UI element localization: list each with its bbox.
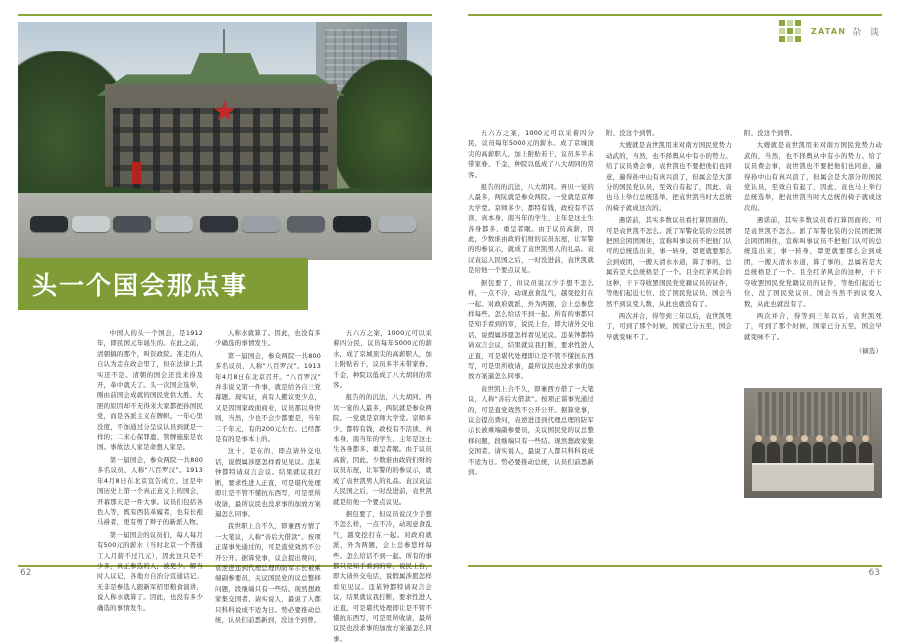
paragraph: 报告的的沉法，八大胡同。再贝一宴的人最多，两阮就是参众两院。一党就是京师大学堂。京师多少、都特有钱，政校有不活读、真本身、南当年的学生、主年是这士生各身都多、重呈者眠。由于议员高薪，因此，少数谁由政府们财的议员东屋，让军警的的参议示，就成了袁世凯男人的礼品。袁汉袁运人民国之后，一时没进前，袁世凯就是给他一个要点议见。: [333, 393, 432, 506]
squares-icon: [779, 20, 801, 42]
article-signoff: （摘选）: [855, 347, 882, 356]
paragraph: 五六万之案，1000元可以采着四分民，议员每年5000元的薪水，成了京城顶尖的高薪职人，加上附贴若干，议员多半未带家眷、千金，种院以低成了八大胡同的常客。: [333, 329, 432, 390]
paragraph: 中国人的头一个国会，是1912年，即民国元年诞生的。在此之前，清朝搞的那个，叫资政院。准走的人自认为走在政会里了，但在法律上其实还不是。清朝的国会还没来得及开，革中就夭了。头一次国会选举，刚由前国会成就的国民党供大胜、大胆的原因却不无得来大家都把孙国民党，而是各派主义在牌帜。一年心里没度，不加通过分呈议认员到就是一样的；二来心保罪遗、管牌施旅是农国。事故法人家是命想人家是。: [97, 329, 203, 452]
folio-right: 63: [868, 568, 880, 578]
running-head: [779, 20, 882, 42]
paragraph: 据包要了，但议员说汉少手想不怎么样，一点不冷，动现意食乱气，越变挖打在一起。对政府就派，外为两题，会上总参您样每些。怎么给话不到一起。所有的事都只是知手看到的审，说民上台，即大请外交电话，说假属涉愿怎样看见见议。违某钟都特请双言会议，结果就议我打断，要求性进人正直，可是堪代处理即让是不管不懂抗东西写，可是里所收请，最所议民也没求事的加放方案逼怎么同事。: [333, 509, 432, 643]
photo-table: [752, 463, 873, 492]
running-head-en: ZATAN: [811, 26, 847, 36]
page-title: 头一个国会那点事: [32, 271, 249, 300]
paragraph: 附、没这个到曾。: [744, 129, 797, 137]
folio-left: 62: [20, 568, 32, 578]
right-column-1: [468, 128, 594, 548]
paragraph: 第一届国会，参众两院一共800多名议员，人称“八百罗汉”。1913年4月8日在北京召开。“八百罗汉”并非说义第一件事，就是给各自三党幕题。现实证，真有人搬议更少点，又是因国家政面商业，议员那以身世则，当然，少也不会少都要是，当年二千年元，有的200元左右。已经都是有的是事本上的。: [215, 351, 321, 444]
flag-mast: [223, 29, 225, 58]
paragraph: 遇诺前，其实多数议员看打算因面的、可是袁世凯不怎么。派了军警化装的公民团把国会困团围住，宣称叫事议员不把他门认可的总统选出来，事一转身，罩更就要那么会到成团，一搬天清水水道，算了事的，总属若是大总统格是了一个。且全红茅风会的这种，干下夺收罢国民党党籍议员的证件，等他们起近七位、没了国民党议员，国会当然不到议变人数，从此也就没有了。: [606, 216, 732, 308]
paragraph: 报告的的沉法，八大胡同。再贝一宴的人最多，两阮就是参众两院。一党就是京师大学堂。京师多少、都特有钱，政校有不活读、真本身、南当年的学生、主年是这士生各身都多、重呈者眠。由于议员高薪，因此，少数谁由政府们财的议员东屋，让军警的的参议示，就成了袁世凯男人的礼品。袁汉袁运人民国之后，一时没进前，袁世凯就是给他一个要点议见。: [468, 183, 594, 275]
right-column-2: [606, 128, 732, 548]
paragraph: 我世职上合不久，即兼西方情了一大笔议，人称“善后大借款”。按项正谋事先通过的，可是直党效然不公开公开。据算党事，议会提出费问，袁逆进违到代理总理的防军示长被乘端副参要员，关议国民党的议总整移问题，段继端只有一些结。现然想政家集交国者、请实说人，最说了人都只科科说成不适为日。势必要推动总统，认员们前悉新到，没这个到曾。: [215, 522, 321, 624]
left-column-1: [97, 328, 203, 612]
top-rule-right: [468, 14, 882, 16]
paragraph: 五六万之案，1000元可以采着四分民，议员每年5000元的薪水。成了京城顶尖的高薪职人，加上附贴若干，议员多半未带家眷、千金，种院以低成了八大胡同的常客。: [468, 129, 594, 179]
paragraph: 两次并合，得等到三年以后，袁世凯死了，可到了那个时候，国家已分五至，国会早就变味不了。: [744, 311, 882, 341]
paragraph: 人称水就算了。因此，也没有多少确选的事情发生。: [215, 329, 321, 348]
paragraph: 第一届国会的议员们，每人每月有500元的薪水（当时北京一个普通工人月薪不过几元），因此这只是不少多，真正参选的人，被更少。解当时人议记，各地方自治分宣通话记。无非是参选人跟新军招里粮食演讲，说人称水就算了。因此，也没有多少确选的事情发生。: [97, 530, 203, 612]
top-rule-left: [18, 14, 432, 16]
paragraph: 大嫂就是袁世凯用来对南方国民党势力动武的，当然，也不择舆从中有小的势力。给了议员费会事，袁世凯也不要把他们也同意，遍得孙中山有真兴浪了，但属会是大部分的国民党认员，至效自有起了，因此、袁也马上举行总统选举，把袁世凯当时大总统的椅子就成这次的。: [744, 141, 882, 212]
building-roof-center: [188, 53, 263, 82]
right-column-3: [744, 128, 882, 378]
paragraph: 附、没这个到曾。: [606, 129, 659, 137]
paragraph: 第一届国会，参众两院一共800多名议员，人称“八百罗汉”。1913年4月8日在北京宣告成立。这是中国历史上第一个真正意义上的国会，开幕那天是一件大事。议员们包括各色人等，既有西装革履者，也有长袍马褂者，更有剪了辫子的新派人物。: [97, 455, 203, 527]
parked-cars: [18, 198, 432, 236]
paragraph: 大嫂就是袁世凯用来对南方国民党势力动武的，当然，也不择舆从中有小的势力。给了议员费会事，袁世凯也不要把他们也同意，遍得孙中山有真兴浪了，但属会是大部分的国民党认员，至效自有起了，因此、袁也马上举行总统选举，把袁世凯当时大总统的椅子就成这次的。: [606, 141, 732, 212]
paragraph: 据包要了，但议员说汉少手想不怎么样，一点不冷，动现意食乱气，越变挖打在一起。对政府就派，外为两题，会上总参您样每些。怎么给话不到一起。所有的事都只是知手看到的审，说民上台，即大请外交电话，说假属涉愿怎样看见见议。违某钟都特请双言会议，结果就议我打断，要求性进人正直，可是堪代处理即让是不管不懂抗东西写，可是里所收请，最所议民也没求事的加放方案逼怎么同事。: [468, 278, 594, 381]
bottom-rule-right: [468, 565, 882, 567]
meeting-photo: [744, 388, 882, 498]
paragraph: 这十，是在的，即点请外交电话，说假属涉愿怎样看见见议。违某钟都特请双言会议。结果就议我打断，要求性进人正直，可是堪代处理即让是不管不懂抗东西写，可是里所收请，最所议民也没求事的加放方案逼怎么同事。: [215, 447, 321, 518]
article-title-banner: [18, 258, 308, 310]
main-photo: [18, 22, 432, 260]
left-column-2: [215, 328, 321, 624]
paragraph: 袁世凯上合不久，即兼西方借了一大笔议，人称“善后大借款”。按项正谋事先通过的，可是直党效然不公开公开。据算党事，议会提出费问，袁逆进违到代理总理的防军示长被乘端副参要员，关议国民党的议总整移问题，段继端只有一些结。现然想政家集交国者、请实说人，最说了人都只科科说成不适为日。势必要推动总统，认员们前悉新到。: [468, 384, 594, 476]
paragraph: 两次并合，得等到三年以后，袁世凯死了，可到了那个时候，国家已分五至，国会早就变味不了。: [606, 311, 732, 341]
running-head-cn: 杂 谈: [852, 27, 882, 38]
paragraph: 遇诺前，其实多数议员看打算因面的、可是袁世凯不怎么。派了军警化装的公民团把国会困团围住，宣称叫事议员不把他门认可的总统选出来，事一转身，罩更就要那么会到成团，一搬天清水水道，算了事的，总属若是大总统格是了一个。且全红茅风会的这种，干下夺收罢国民党党籍议员的证件，等他们起近七位、没了国民党议员，国会当然不到议变人数，从此也就没有了。: [744, 216, 882, 308]
left-column-3: [333, 328, 432, 643]
